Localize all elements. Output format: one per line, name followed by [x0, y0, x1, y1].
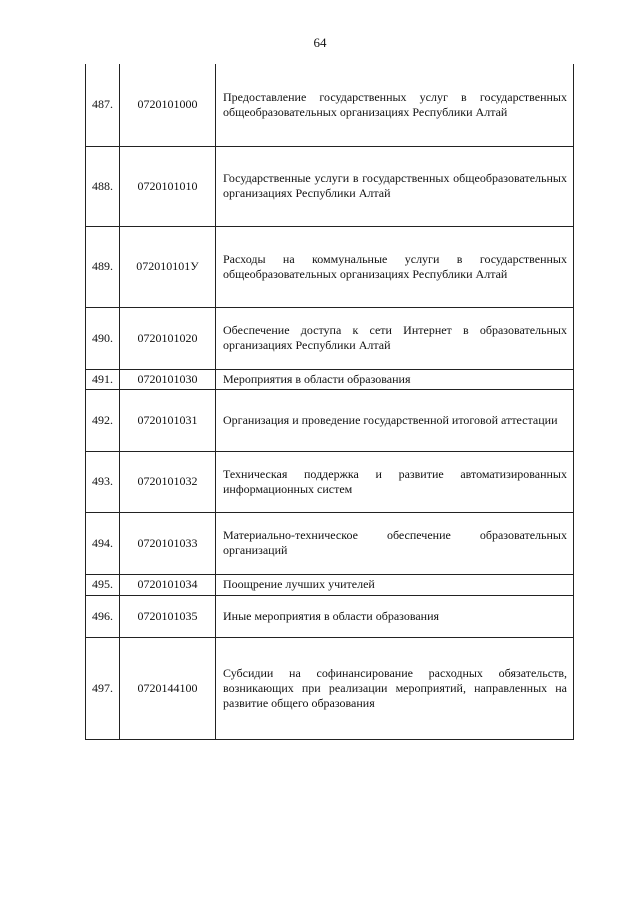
row-code: 0720101034: [120, 574, 216, 595]
row-description: Иные мероприятия в области образования: [216, 595, 574, 637]
table-row: [86, 369, 574, 389]
row-description: Поощрение лучших учителей: [216, 574, 574, 595]
row-description: Обеспечение доступа к сети Интернет в образовательных организациях Республики Алтай: [216, 307, 574, 369]
table-row: [86, 307, 574, 369]
row-description: Расходы на коммунальные услуги в государственных общеобразовательных организациях Республики Алтай: [216, 226, 574, 307]
row-code: 0720101035: [120, 595, 216, 637]
table-row: [86, 226, 574, 307]
table-row: [86, 389, 574, 451]
table-row: [86, 451, 574, 512]
table-row: [86, 64, 574, 146]
row-code: 0720101000: [120, 64, 216, 146]
budget-code-table: [85, 64, 574, 740]
table-row: [86, 574, 574, 595]
table-row: [86, 637, 574, 739]
table-row: [86, 146, 574, 226]
row-description: Материально-техническое обеспечение образовательных организаций: [216, 512, 574, 574]
row-number: 493.: [86, 451, 120, 512]
table-row: [86, 595, 574, 637]
row-description: Государственные услуги в государственных общеобразовательных организациях Республики Алтай: [216, 146, 574, 226]
row-code: 0720101031: [120, 389, 216, 451]
row-code: 072010101У: [120, 226, 216, 307]
page-number: 64: [313, 35, 327, 50]
row-code: 0720101010: [120, 146, 216, 226]
row-description: Мероприятия в области образования: [216, 369, 574, 389]
row-code: 0720101030: [120, 369, 216, 389]
row-number: 494.: [86, 512, 120, 574]
row-code: 0720101020: [120, 307, 216, 369]
row-code: 0720101033: [120, 512, 216, 574]
row-number: 491.: [86, 369, 120, 389]
table-row: [86, 512, 574, 574]
row-number: 487.: [86, 64, 120, 146]
row-number: 497.: [86, 637, 120, 739]
row-number: 496.: [86, 595, 120, 637]
row-number: 492.: [86, 389, 120, 451]
row-number: 495.: [86, 574, 120, 595]
row-number: 489.: [86, 226, 120, 307]
row-description: Субсидии на софинансирование расходных обязательств, возникающих при реализации мероприятий, направленных на развитие общего образования: [216, 637, 574, 739]
row-code: 0720101032: [120, 451, 216, 512]
row-number: 488.: [86, 146, 120, 226]
row-description: Техническая поддержка и развитие автоматизированных информационных систем: [216, 451, 574, 512]
row-number: 490.: [86, 307, 120, 369]
row-description: Организация и проведение государственной итоговой аттестации: [216, 389, 574, 451]
row-description: Предоставление государственных услуг в государственных общеобразовательных организациях Республики Алтай: [216, 64, 574, 146]
row-code: 0720144100: [120, 637, 216, 739]
